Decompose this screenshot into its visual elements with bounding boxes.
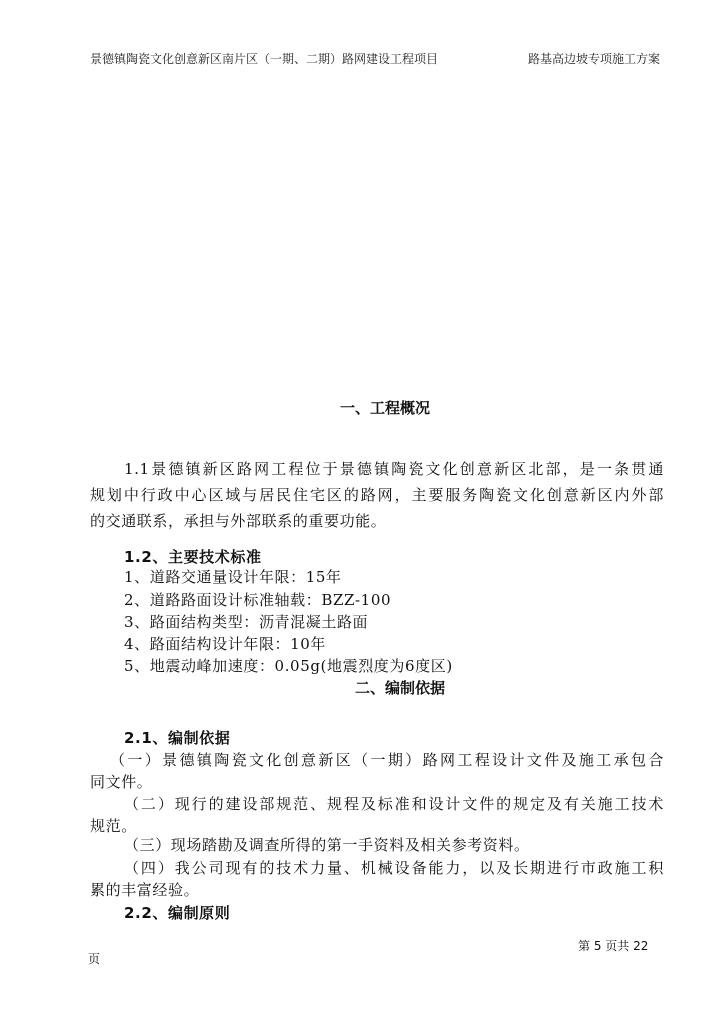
header-document-title: 路基高边坡专项施工方案 xyxy=(527,52,660,66)
section-1-title: 一、工程概况 xyxy=(340,399,431,417)
basis-item-2-line-2: 规范。 xyxy=(90,817,137,835)
subsection-2-2-title: 2.2、编制原则 xyxy=(124,904,231,922)
page-header xyxy=(90,50,670,68)
standard-item: 2、道路路面设计标准轴载：BZZ-100 xyxy=(124,591,392,609)
basis-item-4-line-2: 累的丰富经验。 xyxy=(90,881,200,899)
basis-item-1-line-1: （一）景德镇陶瓷文化创意新区（一期）路网工程设计文件及施工承包合 xyxy=(110,751,664,769)
subsection-1-2-title: 1.2、主要技术标准 xyxy=(124,548,262,566)
basis-item-2-line-1: （二）现行的建设部规范、规程及标准和设计文件的规定及有关施工技术 xyxy=(124,795,664,813)
basis-item-1-line-2: 同文件。 xyxy=(90,773,153,791)
paragraph-1-line-1: 1.1景德镇新区路网工程位于景德镇陶瓷文化创意新区北部，是一条贯通 xyxy=(124,460,664,478)
section-2-title: 二、编制依据 xyxy=(355,679,446,697)
standard-item: 5、地震动峰加速度：0.05g(地震烈度为6度区) xyxy=(124,657,453,675)
standard-item: 4、路面结构设计年限：10年 xyxy=(124,635,327,653)
header-project-name: 景德镇陶瓷文化创意新区南片区（一期、二期）路网建设工程项目 xyxy=(90,52,439,66)
page-number: 第 5 页共 22 xyxy=(578,939,649,953)
basis-item-3-line-1: （三）现场踏勘及调查所得的第一手资料及相关参考资料。 xyxy=(124,836,530,854)
standard-item: 1、道路交通量设计年限：15年 xyxy=(124,568,342,586)
page-number-suffix: 页 xyxy=(88,952,101,966)
subsection-2-1-title: 2.1、编制依据 xyxy=(124,729,231,747)
paragraph-1-line-2: 规划中行政中心区域与居民住宅区的路网，主要服务陶瓷文化创意新区内外部 xyxy=(90,486,664,504)
paragraph-1-line-3: 的交通联系，承担与外部联系的重要功能。 xyxy=(90,512,387,530)
standard-item: 3、路面结构类型：沥青混凝土路面 xyxy=(124,613,369,631)
basis-item-4-line-1: （四）我公司现有的技术力量、机械设备能力，以及长期进行市政施工积 xyxy=(124,859,664,877)
